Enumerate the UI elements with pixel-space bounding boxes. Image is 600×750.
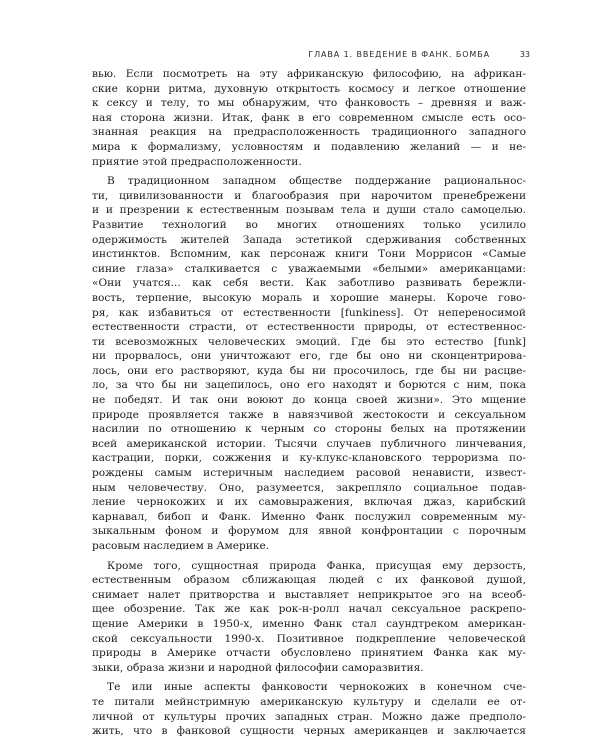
text-line: «Они учатся... как себя вести. Как заботливо развивать бережли- [92,277,526,290]
text-line: ло, за что бы ни зацепилось, оно его находят и борются с ним, пока [92,379,526,392]
text-line: лось, они его растворяют, куда бы ни просочилось, где бы ни расцве- [92,364,526,377]
text-line: зыки, образа жизни и народной философии саморазвития. [92,661,424,674]
chapter-running-head: ГЛАВА 1. ВВЕДЕНИЕ В ФАНК. БОМБА [308,50,490,59]
text-line: приятие этой предрасположенности. [92,155,302,168]
text-line: рождены самым истеричным наследием расовой ненависти, извест- [92,467,526,480]
text-line: жить, что в фанковой сущности черных американцев и заключается [92,725,526,738]
text-line: не победят. И так они воюют до конца своей жизни». Это мщение [92,394,526,407]
text-line: природе проявляется также в навязчивой жестокости и сексуальном [92,408,526,421]
text-line: ление чернокожих и их самовыражения, включая джаз, карибский [92,496,526,509]
text-line: ная сторона жизни. Итак, фанк в его современном смысле есть осо- [92,111,526,124]
text-line: щее обозрение. Так же как рок-н-ролл начал сексуальное раскрепо- [92,603,526,616]
text-line: знанная реакция на предрасположенность традиционного западного [92,126,526,139]
text-line: Кроме того, сущностная природа Фанка, присущая ему дерзость, [107,559,526,572]
text-line: мира к формализму, условностям и подавлению желаний — и не- [92,140,526,153]
text-line: кастрации, порки, сожжения и ку-клукс-клановского терроризма по- [92,452,526,465]
text-line: естественным образом сближающая людей с их фанковой душой, [92,574,526,587]
text-line: и и презрении к естественным позывам тела и души стало самоцелью. [92,204,526,217]
text-line: снимает налет притворства и выставляет неприкрытое эго на всеоб- [92,588,526,601]
text-line: ря, как избавиться от естественности [funkiness]. От непереносимой [92,306,526,319]
text-line: Развитие технологий во многих отношениях только усилило [92,218,526,231]
paragraph-3 [92,559,526,676]
paragraph-2 [92,174,526,553]
text-line: личной от культуры прочих западных стран. Можно даже предполо- [92,710,526,723]
paragraph-4 [92,680,526,738]
text-line: насилии по отношению к черным со стороны белых на протяжении [92,423,526,436]
text-line: природы в Америке отчасти обусловлено принятием Фанка как му- [92,647,526,660]
text-line: те питали мейнстримную американскую культуру и сделали ее от- [92,695,526,708]
text-line: всей американской истории. Тысячи случаев публичного линчевания, [92,437,526,450]
text-line: ным человечеству. Оно, разумеется, закрепляло социальное подав- [92,481,526,494]
text-line: ни прорвалось, они уничтожают его, где бы оно ни сконцентрирова- [92,350,526,363]
text-line: щение Америки в 1950-х, именно Фанк стал саундтреком американ- [92,617,526,630]
text-line: вость, терпение, высокую мораль и хорошие манеры. Короче гово- [92,291,526,304]
text-line: расовым наследием в Америке. [92,540,270,552]
text-line: вью. Если посмотреть на эту африканскую философию, на африкан- [92,68,526,80]
paragraph-1 [92,67,526,169]
text-line: ской сексуальности 1990-х. Позитивное подкрепление человеческой [92,632,526,645]
text-line: В традиционном западном обществе поддержание рациональнос- [107,175,526,188]
text-line: зыкальным фоном и форумом для явной конфронтации с порочным [92,525,526,538]
text-line: ти всевозможных человеческих эмоций. Где бы это естество [funk] [92,335,526,348]
text-line: синие глаза» сталкивается с уважаемыми «белыми» американцами: [92,262,526,275]
text-line: одержимость жителей Запада эстетикой сдерживания собственных [92,233,526,246]
text-line: Те или иные аспекты фанковости чернокожих в конечном сче- [107,681,526,694]
body-text [92,67,526,739]
page-number: 33 [519,50,530,59]
text-line: инстинктов. Вспомним, как персонаж книги Тони Моррисон «Самые [92,248,526,261]
text-line: ские корни ритма, духовную открытость космосу и легкое отношение [92,82,526,95]
text-line: естественности страсти, от естественности природы, от естественнос- [92,321,526,334]
text-line: ти, цивилизованности и благообразия при нарочитом пренебрежени [92,189,526,202]
text-line: карнавал, бибоп и Фанк. Именно Фанк послужил современным му- [92,510,526,523]
text-line: к сексу и телу, то мы обнаружим, что фанковость – древняя и важ- [92,97,526,110]
running-header [0,50,600,64]
